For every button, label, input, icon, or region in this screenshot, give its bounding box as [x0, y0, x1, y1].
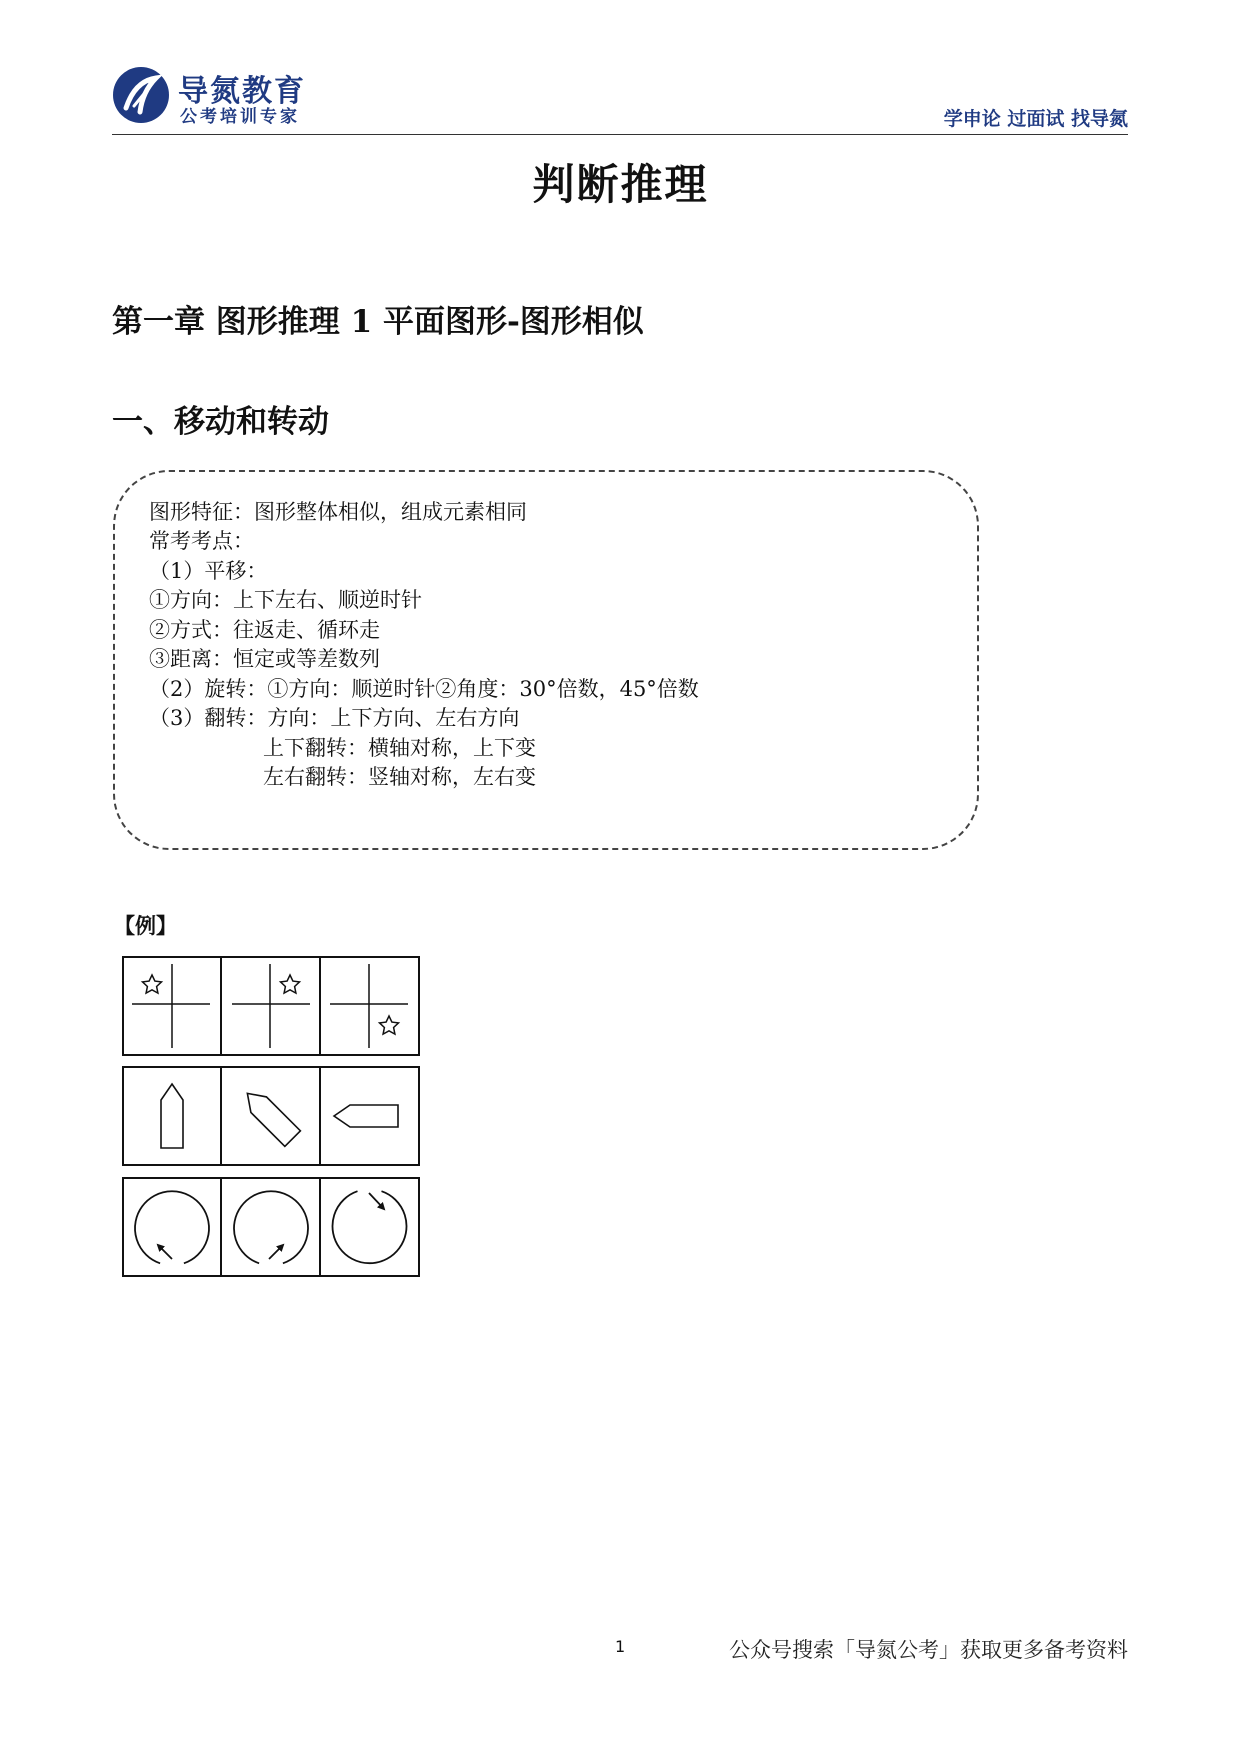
example-label: 【例】: [114, 913, 177, 938]
note-line: （3）翻转：方向：上下方向、左右方向: [149, 706, 520, 730]
section-title: 一、移动和转动: [112, 404, 329, 440]
document-title: 判断推理: [532, 160, 709, 209]
arrow-icon: [369, 1193, 384, 1209]
star-icon: [143, 975, 162, 993]
star-bottom-right-cell: [330, 964, 408, 1048]
brand-name: 导氮教育: [178, 74, 306, 109]
page-number: 1: [615, 1637, 626, 1656]
brand-tagline: 公考培训专家: [180, 107, 300, 127]
arrow-icon: [158, 1245, 172, 1259]
note-line: （2）旋转：①方向：顺逆时针②角度：30°倍数，45°倍数: [149, 677, 699, 701]
note-line: 左右翻转：竖轴对称，左右变: [263, 765, 536, 789]
chapter-title: 第一章 图形推理 1 平面图形-图形相似: [112, 304, 644, 340]
key-points-box: [113, 470, 979, 850]
page-header: [112, 62, 1128, 134]
circle-arrow-row: [123, 1178, 419, 1276]
header-slogan: 学申论 过面试 找导氮: [943, 108, 1128, 130]
pentagon-rotation-row: [123, 1067, 419, 1165]
arrow-top-right-cell: [333, 1191, 407, 1263]
pentagon-left-shape: [334, 1105, 398, 1127]
example-figure: [122, 956, 420, 1278]
pentagon-tilted-shape: [240, 1086, 301, 1147]
pentagon-up-shape: [161, 1084, 183, 1148]
star-icon: [281, 975, 300, 993]
header-divider: [112, 134, 1128, 135]
arrow-icon: [269, 1245, 283, 1259]
footer-note: 公众号搜索「导氮公考」获取更多备考资料: [729, 1638, 1128, 1662]
arrow-bottom-left-cell: [135, 1191, 209, 1263]
note-line: ②方式：往返走、循环走: [149, 618, 380, 642]
star-top-right-cell: [232, 964, 310, 1048]
note-line: 常考考点：: [149, 529, 254, 553]
star-top-left-cell: [132, 964, 210, 1048]
note-line: （1）平移：: [149, 559, 268, 583]
note-line: 上下翻转：横轴对称，上下变: [263, 736, 536, 760]
arrow-bottom-right-cell: [234, 1191, 308, 1263]
brand-logo-icon: [112, 66, 170, 124]
star-translation-row: [123, 957, 419, 1055]
note-line: ③距离：恒定或等差数列: [149, 647, 380, 671]
note-line: 图形特征：图形整体相似，组成元素相同: [149, 500, 527, 524]
note-line: ①方向：上下左右、顺逆时针: [149, 588, 422, 612]
star-icon: [380, 1016, 399, 1034]
